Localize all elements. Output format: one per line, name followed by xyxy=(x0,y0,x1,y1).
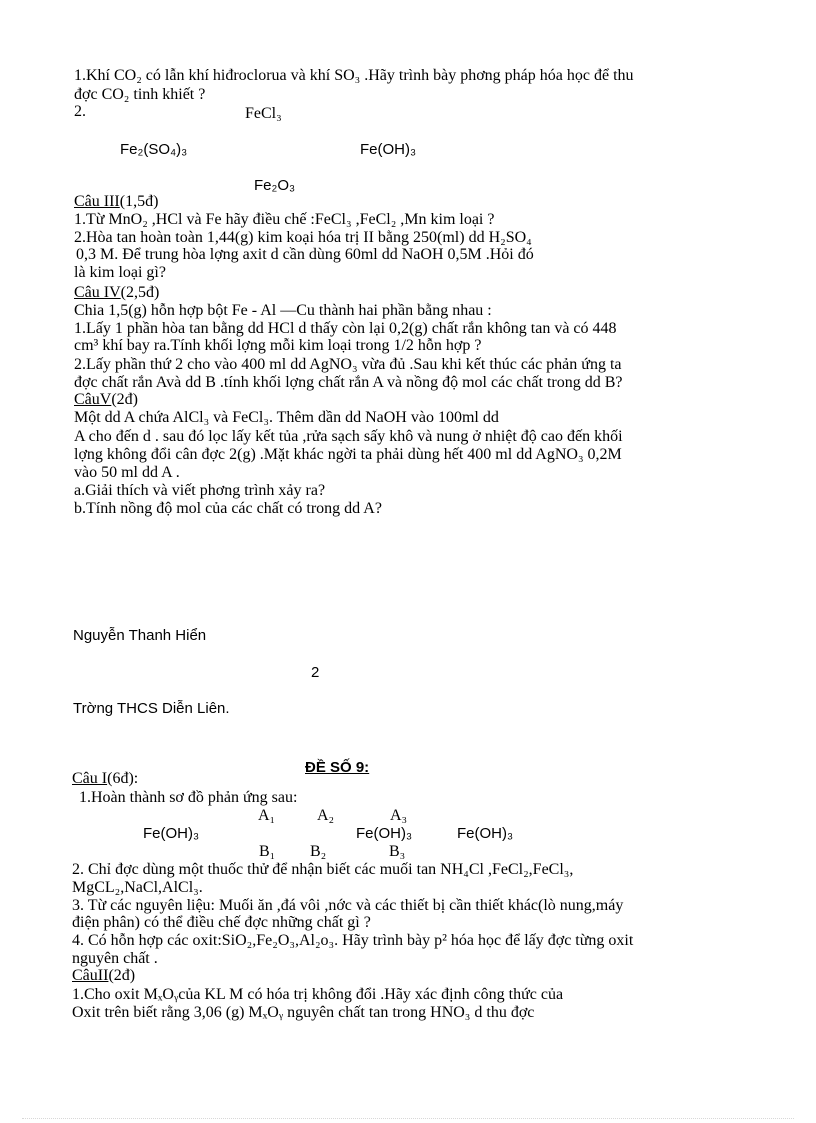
section-1-question-4-cont: nguyên chất . xyxy=(72,950,158,967)
scheme-top-compound: FeCl₃ xyxy=(245,105,282,122)
section-2-line: Oxit trên biết rằng 3,06 (g) MₓOᵧ nguyên chất tan trong HNO₃ d thu đợc xyxy=(72,1004,535,1021)
scheme2-left-compound: Fe(OH)₃ xyxy=(143,825,200,842)
section-3-line: 2.Hòa tan hoàn toàn 1,44(g) kim koại hóa trị II bằng 250(ml) dd H₂SO₄ xyxy=(74,229,532,246)
section-3-title: Câu III xyxy=(74,193,120,210)
section-2-line: 1.Cho oxit MₓOᵧcủa KL M có hóa trị không đổi .Hãy xác định công thức của xyxy=(72,986,564,1003)
scheme2-label-b1: B₁ xyxy=(259,843,276,860)
scheme-bottom-compound: Fe₂O₃ xyxy=(254,177,296,194)
author-name: Nguyễn Thanh Hiển xyxy=(73,627,207,644)
section-3-heading xyxy=(74,193,158,210)
section-5-points: (2đ) xyxy=(111,391,138,408)
section-1-points: (6đ): xyxy=(107,770,139,787)
scheme2-middle-compound: Fe(OH)₃ xyxy=(356,825,413,842)
section-1-question-1: 1.Hoàn thành sơ đồ phản ứng sau: xyxy=(79,789,298,806)
section-4-heading xyxy=(74,284,159,301)
section-3-line: 0,3 M. Để trung hòa lợng axit d cần dùng 60ml dd NaOH 0,5M .Hỏi đó xyxy=(76,246,534,263)
section-4-title: Câu IV xyxy=(74,284,121,301)
scheme2-label-b3: B₃ xyxy=(389,843,406,860)
scheme2-label-a3: A₃ xyxy=(390,807,408,824)
section-4-line: 2.Lấy phần thứ 2 cho vào 400 ml dd AgNO₃ vừa đủ .Sau khi kết thúc các phản ứng ta xyxy=(74,356,622,373)
section-3-line: 1.Từ MnO₂ ,HCl và Fe hãy điều chế :FeCl₃ ,FeCl₂ ,Mn kim loại ? xyxy=(74,211,495,228)
section-3-line: là kim loại gì? xyxy=(74,264,166,281)
scheme-right-compound: Fe(OH)₃ xyxy=(360,141,417,158)
section-1-question-3: 3. Từ các nguyên liệu: Muối ăn ,đá vôi ,nớc và các thiết bị cần thiết khác(lò nung,máy xyxy=(72,897,624,914)
section-4-line: đợc chất rắn Avà dd B .tính khối lợng chất rắn A và nồng độ mol các chất trong dd B? xyxy=(74,374,623,391)
section-4-points: (2,5đ) xyxy=(120,284,160,301)
scheme2-label-a1: A₁ xyxy=(258,807,276,824)
section-5-line: Một dd A chứa AlCl₃ và FeCl₃. Thêm dần dd NaOH vào 100ml dd xyxy=(74,409,499,426)
section-1-question-2: 2. Chỉ đợc dùng một thuốc thử để nhận biết các muối tan NH₄Cl ,FeCl₂,FeCl₃, xyxy=(72,861,574,878)
page-number: 2 xyxy=(311,664,320,681)
section-2-heading xyxy=(72,967,135,984)
section-5-line: vào 50 ml dd A . xyxy=(74,464,180,481)
scheme2-label-a2: A₂ xyxy=(317,807,335,824)
section-5-heading xyxy=(74,391,138,408)
section-4-line: 1.Lấy 1 phần hòa tan bằng dd HCl d thấy còn lại 0,2(g) chất rắn không tan và có 448 xyxy=(74,320,617,337)
school-name: Trờng THCS Diễn Liên. xyxy=(73,700,230,717)
section-5-line: lợng không đổi cân đợc 2(g) .Mặt khác ngời ta phải dùng hết 400 ml dd AgNO₃ 0,2M xyxy=(74,446,622,463)
section-2-points: (2đ) xyxy=(108,967,136,984)
section-1-question-3-cont: điện phân) có thể điều chế đợc những chất gì ? xyxy=(72,914,371,931)
scheme-left-compound: Fe₂(SO₄)₃ xyxy=(120,141,188,158)
section-2-title: CâuII xyxy=(72,967,109,984)
section-3-points: (1,5đ) xyxy=(119,193,159,210)
scheme2-label-b2: B₂ xyxy=(310,843,327,860)
section-1-title: Câu I xyxy=(72,770,108,787)
section-1-heading xyxy=(72,770,138,787)
section-5-line: b.Tính nồng độ mol của các chất có trong dd A? xyxy=(74,500,382,517)
question-1-text: 1.Khí CO₂ có lẫn khí hiđroclorua và khí SO₃ .Hãy trình bày phơng pháp hóa học để thu xyxy=(74,67,634,84)
exam-heading: ĐỀ SỐ 9: xyxy=(305,759,370,776)
page-bottom-divider xyxy=(22,1118,794,1119)
section-5-title: CâuV xyxy=(74,391,112,408)
question-2-number: 2. xyxy=(74,103,86,120)
section-4-line: cm³ khí bay ra.Tính khối lợng mỗi kim loại trong 1/2 hỗn hợp ? xyxy=(74,337,482,354)
section-5-line: A cho đến d . sau đó lọc lấy kết tủa ,rửa sạch sấy khô và nung ở nhiệt độ cao đến khối xyxy=(74,428,623,445)
scheme2-right-compound: Fe(OH)₃ xyxy=(457,825,514,842)
section-5-line: a.Giải thích và viết phơng trình xảy ra? xyxy=(74,482,326,499)
section-4-line: Chia 1,5(g) hỗn hợp bột Fe - Al —Cu thành hai phần bằng nhau : xyxy=(74,302,492,319)
section-1-question-2-cont: MgCL₂,NaCl,AlCl₃. xyxy=(72,879,203,896)
section-1-question-4: 4. Có hỗn hợp các oxit:SiO₂,Fe₂O₃,Al₂o₃. Hãy trình bày p² hóa học để lấy đợc từng oxit xyxy=(72,932,634,949)
question-1-continuation: đợc CO₂ tinh khiết ? xyxy=(74,86,206,103)
